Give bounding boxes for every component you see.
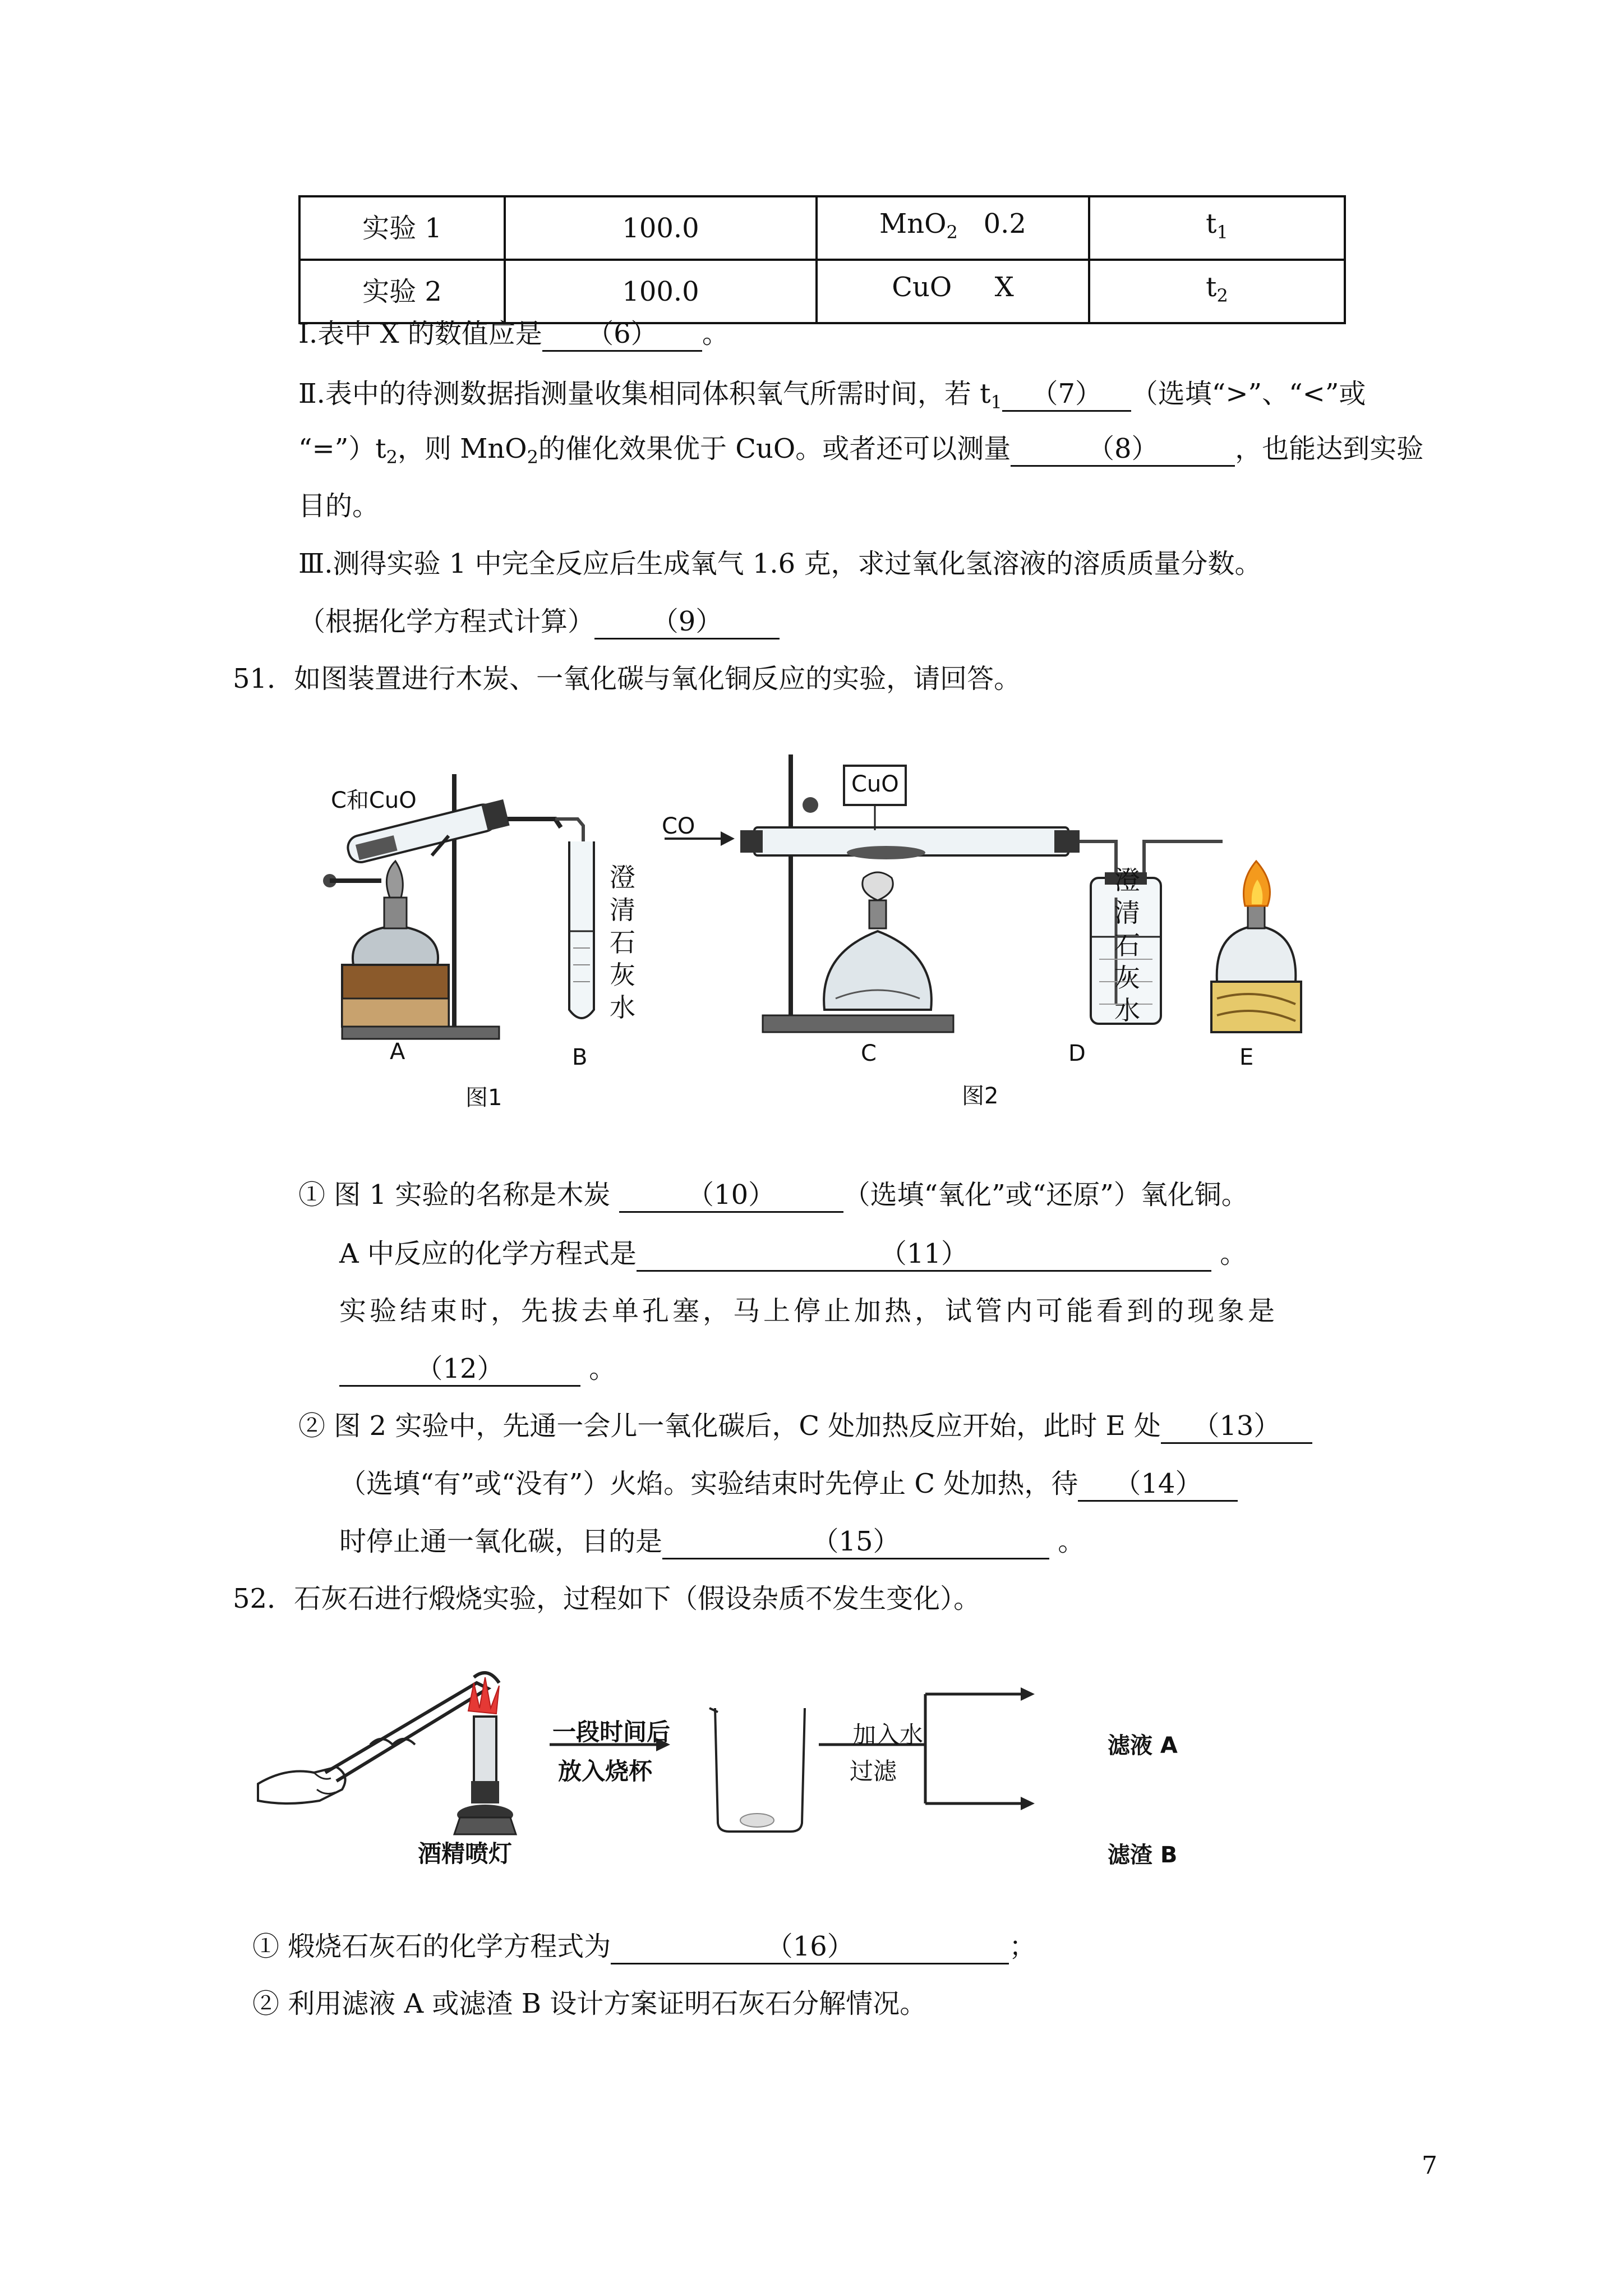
answer-blank-11[interactable]: （11） (637, 1237, 1211, 1272)
quicklime-sample (740, 1814, 774, 1827)
question-text: （根据化学方程式计算） (298, 606, 595, 637)
step2-top-label: 加入水 (852, 1721, 924, 1749)
answer-blank-9[interactable]: （9） (594, 605, 780, 639)
answer-blank-10[interactable]: （10） (619, 1179, 843, 1213)
figure-1-reagent-label: C和CuO (331, 788, 417, 813)
clamp-screw-icon (803, 797, 818, 813)
catalyst-amount: X (994, 272, 1014, 303)
answer-blank-16[interactable]: （16） (611, 1930, 1009, 1964)
experiment-table (298, 195, 1346, 324)
figure-2-caption: 图2 (962, 1083, 999, 1109)
label-char: 石 (610, 927, 635, 958)
label-char: 水 (610, 992, 635, 1023)
subscript: 1 (1216, 222, 1228, 243)
question-text: Ⅱ.表中的待测数据指测量收集相同体积氧气所需时间，若 t (298, 378, 991, 409)
question-text: ① 煅烧石灰石的化学方程式为 (252, 1931, 611, 1962)
flame-icon (863, 872, 893, 900)
question-51-2-line2 (339, 1467, 1238, 1502)
table-cell: 100.0 (505, 196, 817, 260)
figure-1-caption: 图1 (465, 1085, 502, 1111)
question-text: 的催化效果优于 CuO。或者还可以测量 (538, 433, 1011, 464)
time-symbol: t (1206, 272, 1217, 303)
beaker (715, 1708, 805, 1832)
question-text: 时停止通一氧化碳，目的是 (339, 1526, 663, 1557)
answer-blank-12[interactable]: （12） (339, 1352, 580, 1387)
question-text: 。 (580, 1353, 616, 1384)
label-char: 灰 (610, 960, 635, 990)
question-text: ，也能达到实验 (1235, 433, 1424, 464)
table-cell (817, 260, 1089, 323)
table-cell: 100.0 (505, 260, 817, 323)
figure-2-label-c: C (861, 1041, 877, 1066)
answer-blank-13[interactable]: （13） (1161, 1410, 1312, 1444)
label-char: 澄 (1114, 865, 1140, 895)
question-text: 。 (702, 318, 729, 349)
figure-2-label-d: D (1068, 1041, 1086, 1066)
label-char: 清 (610, 895, 635, 925)
table-cell (1089, 196, 1345, 260)
question-51-title: 51．如图装置进行木炭、一氧化碳与氧化铜反应的实验，请回答。 (233, 663, 1021, 694)
question-text: 。 (1211, 1238, 1247, 1269)
alcohol-lamp-e (1217, 926, 1296, 982)
question-ii-line1 (298, 377, 1366, 419)
table-cell: 实验 2 (299, 260, 505, 323)
step1-bottom-label: 放入烧杯 (558, 1757, 653, 1785)
question-52-1 (252, 1930, 1036, 1964)
residue-b-label: 滤渣 B (1108, 1842, 1178, 1868)
question-text: （选填“氧化”或“还原”）氧化铜。 (843, 1179, 1248, 1211)
label-char: 清 (1114, 898, 1140, 928)
flame-icon (468, 1677, 499, 1714)
table-cell (817, 196, 1089, 260)
filtrate-a-label: 滤液 A (1108, 1733, 1178, 1759)
catalyst-formula: MnO (879, 208, 947, 240)
answer-blank-7[interactable]: （7） (1002, 378, 1131, 412)
question-text: A 中反应的化学方程式是 (339, 1238, 637, 1269)
question-text: ② 图 2 实验中，先通一会儿一氧化碳后，C 处加热反应开始，此时 E 处 (298, 1410, 1161, 1442)
question-iii-line2 (298, 605, 780, 639)
table-row (299, 260, 1345, 323)
label-char: 水 (1114, 995, 1140, 1025)
label-char: 澄 (610, 862, 635, 892)
figure-3-calcination-process (252, 1660, 1206, 1885)
figure-1-lime-water-label (608, 861, 637, 1024)
test-tube-b (569, 841, 594, 1018)
question-ii-line3: 目的。 (298, 490, 380, 522)
table-cell: 实验 1 (299, 196, 505, 260)
step2-bottom-label: 过滤 (850, 1757, 897, 1785)
figure-2-co-label: CO (662, 813, 695, 839)
wood-block (1211, 982, 1301, 1032)
question-iii-line1: Ⅲ.测得实验 1 中完全反应后生成氧气 1.6 克，求过氧化氢溶液的溶质质量分数。 (298, 548, 1262, 579)
stand-base (763, 1015, 953, 1032)
question-text: （选填“>”、“<”或 (1131, 378, 1366, 409)
question-51-1-line4 (339, 1352, 616, 1387)
question-51-2-line1 (298, 1409, 1312, 1444)
question-text: ① 图 1 实验的名称是木炭 (298, 1179, 619, 1211)
alcohol-blowtorch (474, 1717, 496, 1784)
question-51-1-line3: 实验结束时，先拔去单孔塞，马上停止加热，试管内可能看到的现象是 (339, 1295, 1279, 1327)
figure-2-apparatus (662, 746, 1318, 1060)
question-ii-line2 (298, 432, 1423, 474)
subscript: 2 (1216, 285, 1228, 306)
alcohol-lamp (824, 931, 932, 1010)
answer-blank-14[interactable]: （14） (1078, 1467, 1238, 1502)
page-number: 7 (1422, 2151, 1437, 2180)
question-51-2-line3 (339, 1525, 1085, 1559)
hand-icon (258, 1767, 345, 1803)
blowtorch-label: 酒精喷灯 (418, 1840, 513, 1867)
subscript: 2 (527, 447, 538, 468)
table-row (299, 196, 1345, 260)
question-52-2: ② 利用滤液 A 或滤渣 B 设计方案证明石灰石分解情况。 (252, 1988, 927, 2019)
catalyst-formula: CuO (892, 272, 952, 303)
figure-1-label-a: A (390, 1039, 405, 1065)
question-text: （选填“有”或“没有”）火焰。实验结束时先停止 C 处加热，待 (339, 1468, 1078, 1499)
cuo-powder (847, 846, 925, 859)
answer-blank-15[interactable]: （15） (662, 1525, 1049, 1559)
figure-2-label-e: E (1239, 1045, 1254, 1070)
question-i (298, 317, 729, 352)
figure-1-label-b: B (572, 1045, 588, 1070)
step1-top-label: 一段时间后 (552, 1718, 671, 1746)
crucible-tongs (325, 1683, 488, 1781)
subscript: 2 (386, 447, 398, 468)
subscript: 2 (946, 222, 958, 243)
figure-2-cuo-label: CuO (851, 771, 899, 797)
question-text: ，则 MnO (397, 433, 527, 464)
stand-base (342, 1027, 499, 1039)
subscript: 1 (990, 392, 1002, 413)
flame-icon (386, 861, 403, 898)
question-text: 。 (1049, 1526, 1085, 1557)
question-text: ； (1009, 1931, 1036, 1962)
label-char: 灰 (1114, 963, 1140, 993)
question-text: Ⅰ.表中 X 的数值应是 (298, 318, 542, 349)
question-51-1-line1 (298, 1178, 1248, 1213)
question-text: “=”）t (298, 433, 386, 464)
answer-blank-8[interactable]: （8） (1011, 432, 1235, 467)
question-51-1-line2 (339, 1237, 1247, 1272)
label-char: 石 (1114, 930, 1140, 960)
time-symbol: t (1206, 208, 1217, 240)
catalyst-amount: 0.2 (983, 208, 1026, 240)
alcohol-lamp (353, 926, 438, 965)
figure-2-lime-water-label (1113, 864, 1141, 1027)
answer-blank-6[interactable]: （6） (542, 318, 702, 352)
table-cell (1089, 260, 1345, 323)
question-52-title: 52．石灰石进行煅烧实验，过程如下（假设杂质不发生变化）。 (233, 1583, 981, 1614)
